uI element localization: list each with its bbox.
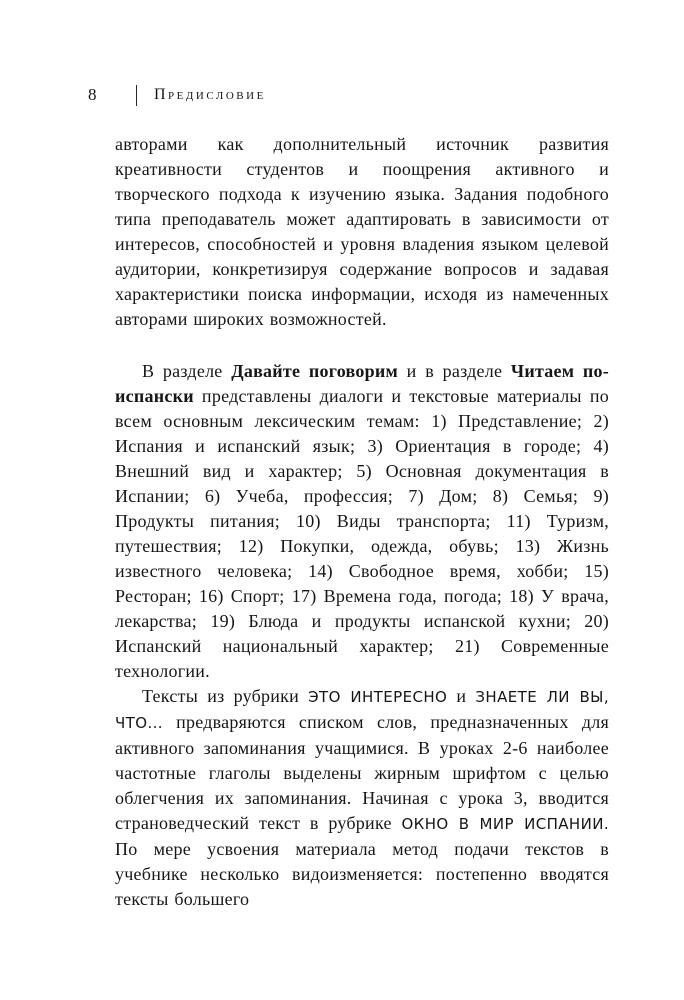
- text-segment: В разделе: [142, 361, 232, 381]
- paragraph-continuation: авторами как дополнительный источник развития креативности студентов и поощрения активного и творческого подхода к изучению языка. Задания подобного типа преподаватель может адаптировать в зависимости от интересов, способностей и уровня владения языком целевой аудитории, конкретизируя содержание вопросов и задавая характеристики поиска информации, исходя из намеченных авторами широких возможностей.: [115, 134, 609, 329]
- text-segment: По мере усвоения материала метод подачи текстов в учебнике несколько видоизменяется: постепенно вводятся тексты большего: [115, 839, 609, 909]
- text-segment: и: [447, 686, 476, 706]
- header-divider: [136, 85, 137, 106]
- text-segment: Тексты из рубрики: [142, 686, 309, 706]
- page-header: [88, 84, 266, 106]
- text-segment: представлены диалоги и текстовые материалы по всем основным лексическим темам: 1) Представление; 2) Испания и испанский язык; 3) Ориентация в городе; 4) Внешний вид и характер; 5) Основная документация в Испании; 6) Учеба, профессия; 7) Дом; 8) Семья; 9) Продукты питания; 10) Виды транспорта; 11) Туризм, путешествия; 12) Покупки, одежда, обувь; 13) Жизнь известного человека; 14) Свободное время, хобби; 15) Ресторан; 16) Спорт; 17) Времена года, погода; 18) У врача, лекарства; 19) Блюда и продукты испанской кухни; 20) Испанский национальный характер; 21) Современные технологии.: [115, 386, 609, 681]
- page-body: [115, 132, 609, 912]
- bold-term-chitaem-po-ispanski: Читаем по-испански: [115, 361, 610, 406]
- bold-term-davayte-pogovorim: Давайте поговорим: [231, 361, 399, 381]
- text-segment: предваряются списком слов, предназначенных для активного запоминания учащимися. В уроках 2-6 наиболее частотные глаголы выделены жирным шрифтом с целью облегчения их запоминания. Начиная с урока 3, вводится страноведческий текст в рубрике: [115, 712, 609, 833]
- paragraph-rubrics: [115, 684, 609, 912]
- chapter-title: Предисловие: [154, 86, 266, 103]
- text-segment: и в разделе: [398, 361, 511, 381]
- page-number: 8: [88, 85, 97, 104]
- rubric-eto-interesno: ЭТО ИНТЕРЕСНО: [308, 688, 448, 706]
- rubric-znaete-li-vy-chto: ЗНАЕТЕ ЛИ ВЫ, ЧТО...: [115, 688, 609, 732]
- paragraph-sections: [115, 359, 609, 684]
- rubric-okno-v-mir-ispanii: ОКНО В МИР ИСПАНИИ.: [401, 815, 610, 833]
